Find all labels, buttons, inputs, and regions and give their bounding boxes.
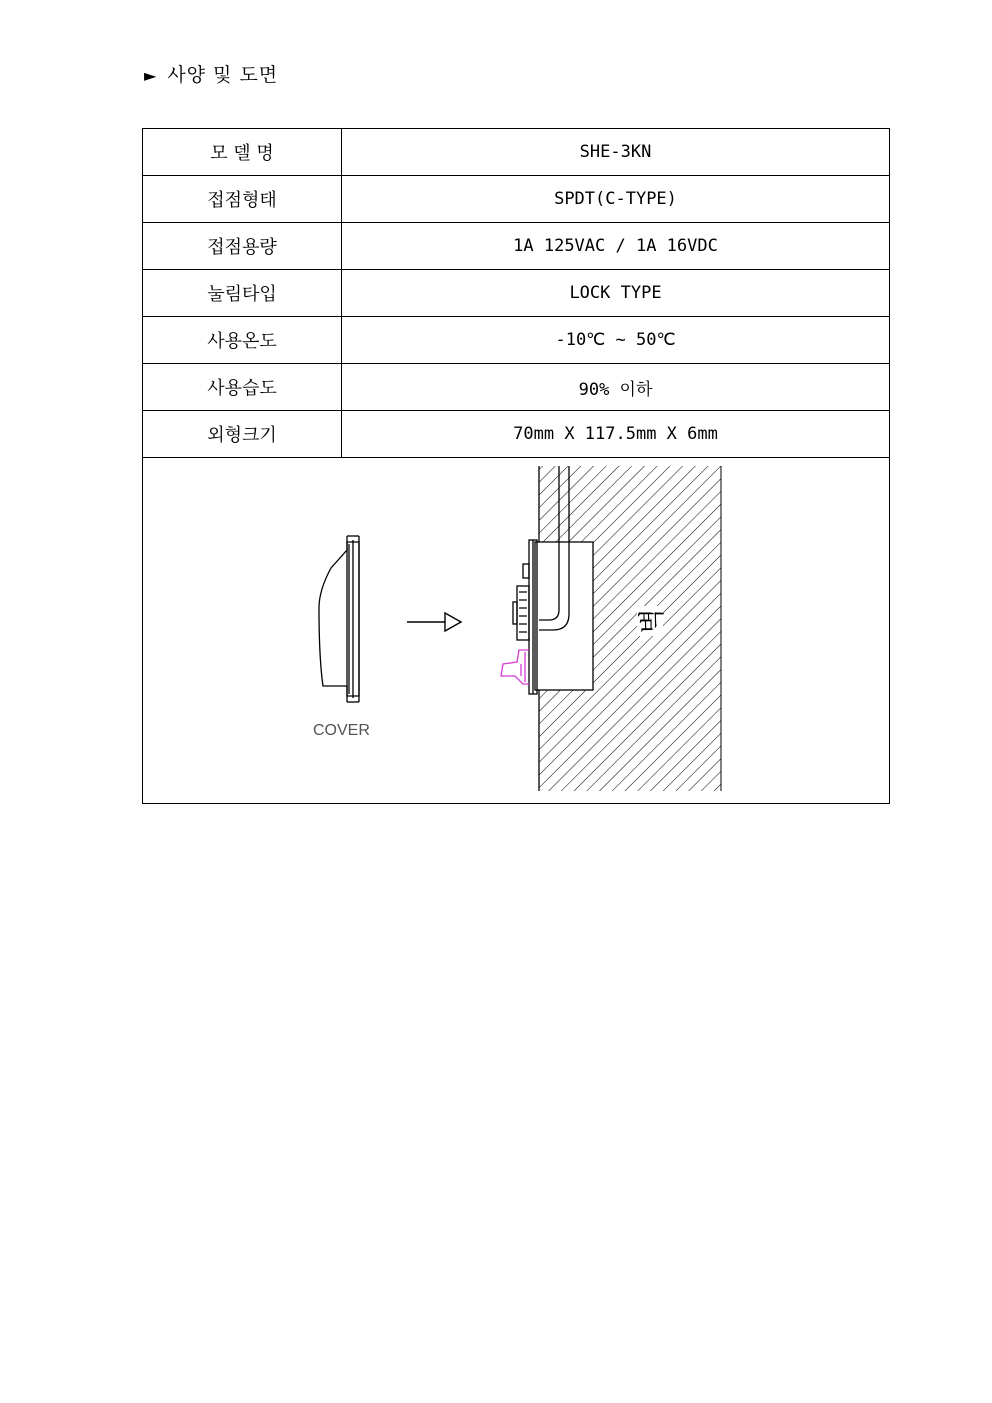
spec-value: LOCK TYPE bbox=[342, 270, 890, 317]
arrow-right-icon bbox=[407, 613, 461, 631]
cover-label: COVER bbox=[313, 722, 370, 739]
spec-value: 1A 125VAC / 1A 16VDC bbox=[342, 223, 890, 270]
spec-label: 눌림타입 bbox=[143, 270, 342, 317]
spec-label: 접점형태 bbox=[143, 176, 342, 223]
wall-label: 벽 bbox=[637, 608, 668, 634]
spec-label: 사용습도 bbox=[143, 364, 342, 411]
table-row bbox=[143, 270, 890, 317]
spec-label: 사용온도 bbox=[143, 317, 342, 364]
table-row bbox=[143, 223, 890, 270]
table-row bbox=[143, 317, 890, 364]
table-row bbox=[143, 129, 890, 176]
drawing-cell bbox=[143, 458, 890, 804]
toggle-lever-drawing bbox=[501, 650, 529, 684]
spec-value: 90% 이하 bbox=[342, 364, 890, 411]
table-row bbox=[143, 411, 890, 458]
table-row bbox=[143, 176, 890, 223]
spec-value: -10℃ ~ 50℃ bbox=[342, 317, 890, 364]
spec-value: 70mm X 117.5mm X 6mm bbox=[342, 411, 890, 458]
spec-label: 접점용량 bbox=[143, 223, 342, 270]
section-heading-text: 사양 및 도면 bbox=[167, 64, 279, 86]
section-heading bbox=[144, 60, 278, 87]
spec-label: 모 델 명 bbox=[143, 129, 342, 176]
cover-drawing bbox=[319, 536, 359, 702]
triangle-marker-icon: ► bbox=[144, 66, 158, 85]
installation-drawing bbox=[143, 458, 889, 803]
spec-label: 외형크기 bbox=[143, 411, 342, 458]
spec-table bbox=[142, 128, 890, 804]
table-row bbox=[143, 364, 890, 411]
spec-value: SPDT(C-TYPE) bbox=[342, 176, 890, 223]
spec-value: SHE-3KN bbox=[342, 129, 890, 176]
wall-drawing bbox=[535, 466, 721, 791]
drawing-row bbox=[143, 458, 890, 804]
